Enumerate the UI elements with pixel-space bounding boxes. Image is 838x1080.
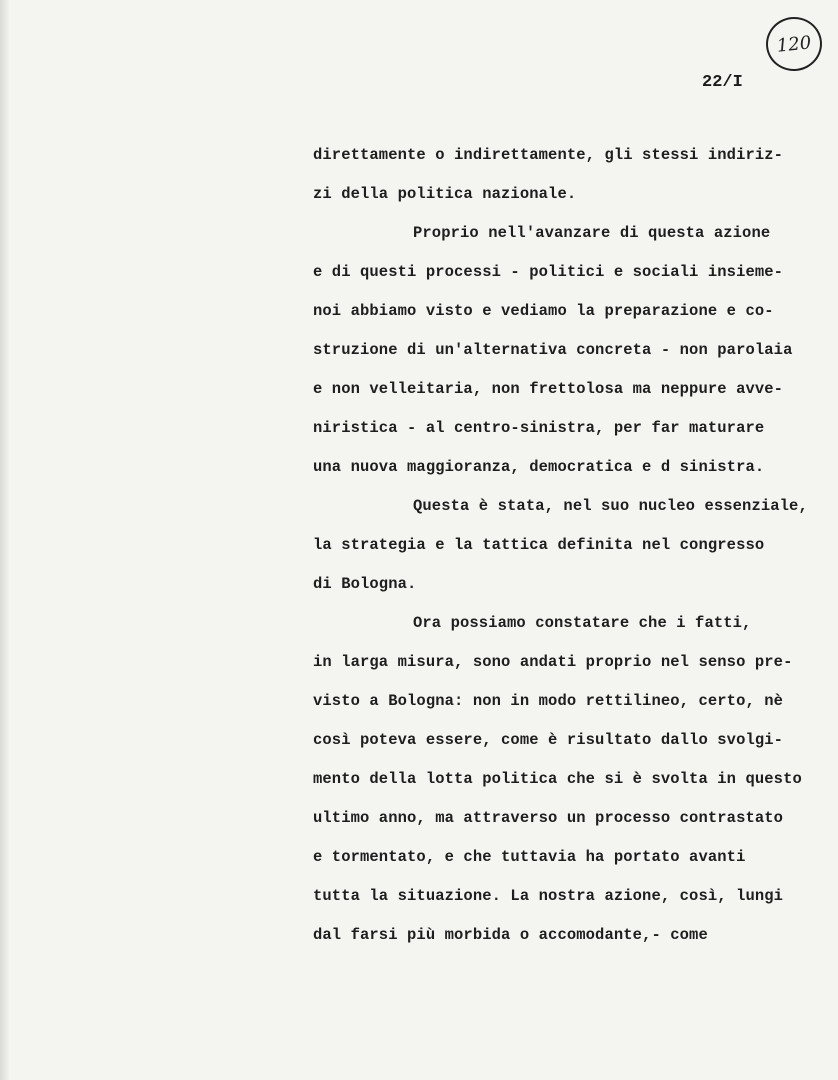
text-line: struzione di un'alternativa concreta - non parolaia (313, 341, 793, 359)
text-line: così poteva essere, come è risultato dallo svolgi- (313, 731, 784, 749)
page-number: 22/I (702, 73, 743, 92)
archive-number: 120 (775, 31, 813, 57)
text-line: Questa è stata, nel suo nucleo essenziale, (413, 497, 808, 515)
archive-stamp (763, 14, 824, 74)
text-line: di Bologna. (313, 575, 417, 593)
page-edge-shadow (0, 0, 10, 1080)
text-line: direttamente o indirettamente, gli stessi indiriz- (313, 146, 784, 164)
text-line: e di questi processi - politici e sociali insieme- (313, 263, 784, 281)
text-line: visto a Bologna: non in modo rettilineo, certo, nè (313, 692, 784, 710)
text-line: ultimo anno, ma attraverso un processo contrastato (313, 809, 784, 827)
text-line: in larga misura, sono andati proprio nel senso pre- (313, 653, 793, 671)
text-line: una nuova maggioranza, democratica e d sinistra. (313, 458, 765, 476)
text-line: noi abbiamo visto e vediamo la preparazione e co- (313, 302, 774, 320)
typewritten-body (313, 140, 833, 959)
text-line: Proprio nell'avanzare di questa azione (413, 224, 771, 242)
text-line: mento della lotta politica che si è svolta in questo (313, 770, 802, 788)
text-line: e tormentato, e che tuttavia ha portato avanti (313, 848, 746, 866)
text-line: tutta la situazione. La nostra azione, così, lungi (313, 887, 784, 905)
text-line: niristica - al centro-sinistra, per far maturare (313, 419, 765, 437)
text-line: e non velleitaria, non frettolosa ma neppure avve- (313, 380, 784, 398)
text-line: Ora possiamo constatare che i fatti, (413, 614, 752, 632)
text-line: zi della politica nazionale. (313, 185, 577, 203)
text-line: dal farsi più morbida o accomodante,- come (313, 926, 708, 944)
text-line: la strategia e la tattica definita nel congresso (313, 536, 765, 554)
